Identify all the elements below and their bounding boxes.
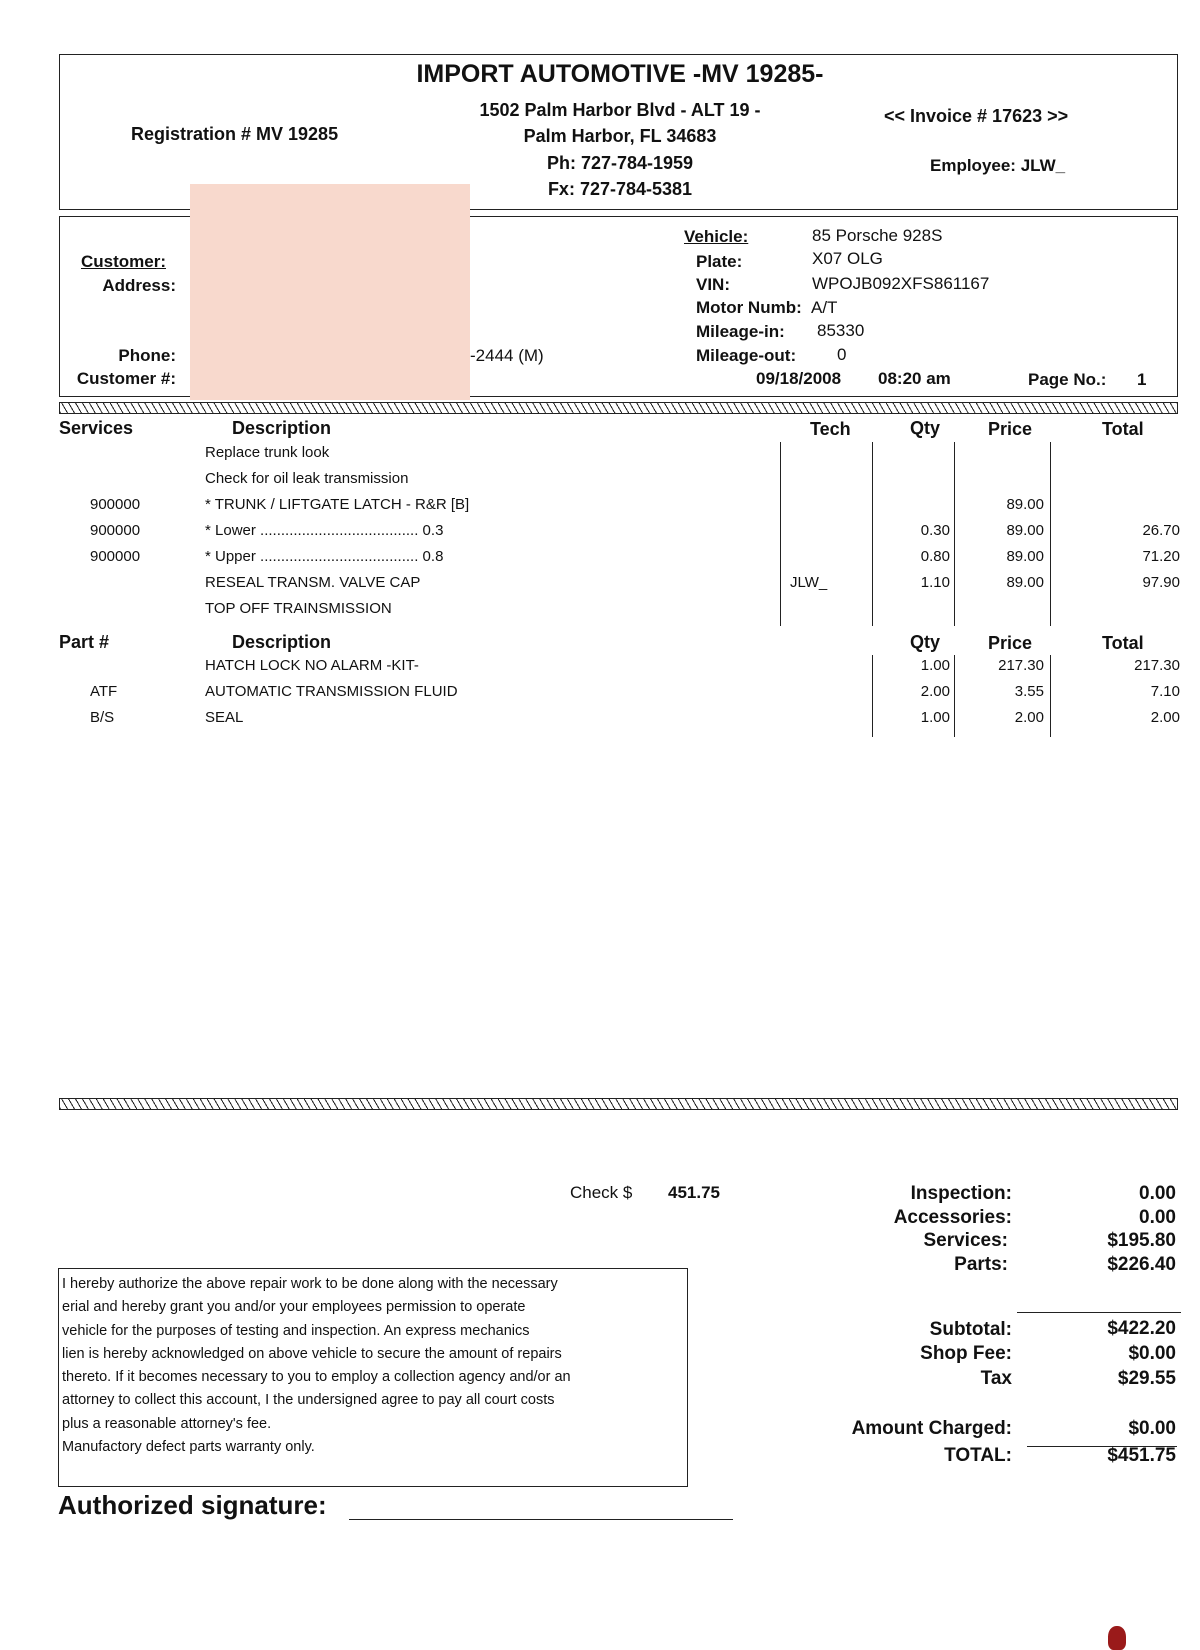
service-description: * Upper ...................................... 0.8	[205, 548, 444, 565]
service-description: * TRUNK / LIFTGATE LATCH - R&R [B]	[205, 496, 470, 513]
authorization-line: attorney to collect this account, I the undersigned agree to pay all court costs	[62, 1392, 555, 1409]
services-col-line-price	[954, 442, 955, 626]
part-total: 7.10	[1150, 683, 1180, 700]
parts-col-line-qty	[872, 655, 873, 737]
total-value: $451.75	[1107, 1445, 1176, 1466]
customer-number-label: Customer #:	[76, 369, 176, 388]
authorization-line: thereto. If it becomes necessary to you to employ a collection agency and/or an	[62, 1369, 571, 1386]
authorization-line: Manufactory defect parts warranty only.	[62, 1439, 315, 1456]
services-qty-header: Qty	[910, 418, 941, 438]
services-total-label: Services:	[923, 1230, 1008, 1251]
invoice-date: 09/18/2008	[756, 369, 842, 388]
customer-phone: -2444 (M)	[470, 346, 544, 365]
services-total-header: Total	[1102, 419, 1144, 439]
signature-line[interactable]	[349, 1519, 733, 1520]
vin-value: WPOJB092XFS861167	[812, 274, 990, 293]
authorized-signature-label: Authorized signature:	[58, 1490, 327, 1520]
subtotal-rule	[1017, 1312, 1181, 1313]
part-qty: 2.00	[920, 683, 950, 700]
authorization-line: I hereby authorize the above repair work to be done along with the necessary	[62, 1276, 558, 1292]
section-divider-bottom	[59, 1098, 1178, 1110]
customer-label: Customer:	[80, 252, 166, 271]
services-col-line-tech	[780, 442, 781, 626]
part-total: 2.00	[1150, 709, 1180, 726]
accessories-value: 0.00	[1139, 1207, 1176, 1228]
address-label: Address:	[102, 276, 176, 295]
authorization-line: erial and hereby grant you and/or your employees permission to operate	[62, 1299, 526, 1316]
tax-label: Tax	[980, 1368, 1012, 1389]
parts-total-value: $226.40	[1107, 1254, 1176, 1275]
invoice-number: << Invoice # 17623 >>	[884, 106, 1069, 126]
shop-fax: Fx: 727-784-5381	[547, 179, 693, 199]
part-price: 2.00	[1014, 709, 1044, 726]
service-qty: 1.10	[920, 574, 950, 591]
motor-value: A/T	[811, 298, 838, 317]
authorization-line: lien is hereby acknowledged on above vehicle to secure the amount of repairs	[62, 1345, 562, 1362]
vehicle-label: Vehicle:	[684, 227, 749, 246]
part-price: 217.30	[998, 657, 1044, 674]
service-total: 97.90	[1142, 574, 1180, 591]
services-price-header: Price	[988, 419, 1033, 439]
parts-total-label: Parts:	[954, 1254, 1008, 1275]
amount-charged-label: Amount Charged:	[851, 1418, 1012, 1439]
parts-col-line-total	[1050, 655, 1051, 737]
service-description: Replace trunk look	[205, 444, 330, 461]
service-tech: JLW_	[790, 574, 828, 591]
mileage-out-label: Mileage-out:	[696, 346, 797, 365]
service-code: 900000	[90, 548, 141, 565]
plate-value: X07 OLG	[812, 249, 883, 268]
parts-total-header: Total	[1102, 633, 1144, 653]
service-price: 89.00	[1006, 496, 1044, 513]
phone-label: Phone:	[118, 346, 176, 365]
part-code: B/S	[90, 709, 115, 726]
part-total: 217.30	[1134, 657, 1180, 674]
subtotal-value: $422.20	[1107, 1318, 1176, 1339]
check-label: Check $	[570, 1183, 633, 1202]
service-description: * Lower ...................................... 0.3	[205, 522, 444, 539]
shop-address-line2: Palm Harbor, FL 34683	[523, 126, 717, 146]
parts-qty-header: Qty	[910, 632, 941, 652]
services-total-value: $195.80	[1107, 1230, 1176, 1251]
check-amount: 451.75	[668, 1183, 720, 1202]
employee: Employee: JLW_	[930, 156, 1066, 175]
invoice-time: 08:20 am	[878, 369, 951, 388]
authorization-box	[58, 1268, 688, 1487]
inspection-label: Inspection:	[910, 1183, 1012, 1204]
amount-charged-value: $0.00	[1128, 1418, 1176, 1439]
plate-label: Plate:	[696, 252, 743, 271]
inspection-value: 0.00	[1139, 1183, 1176, 1204]
part-description: AUTOMATIC TRANSMISSION FLUID	[205, 683, 458, 700]
part-code: ATF	[90, 683, 118, 700]
service-price: 89.00	[1006, 548, 1044, 565]
parts-col-line-price	[954, 655, 955, 737]
ink-mark	[1108, 1626, 1126, 1650]
registration-number: Registration # MV 19285	[131, 124, 339, 144]
total-label: TOTAL:	[944, 1445, 1012, 1466]
part-description: SEAL	[205, 709, 244, 726]
part-price: 3.55	[1014, 683, 1044, 700]
redaction-patch	[190, 184, 470, 400]
services-tech-header: Tech	[810, 419, 851, 439]
part-qty: 1.00	[920, 657, 950, 674]
tax-value: $29.55	[1117, 1368, 1176, 1389]
page-number: 1	[1137, 370, 1147, 389]
service-total: 26.70	[1142, 522, 1180, 539]
service-price: 89.00	[1006, 574, 1044, 591]
vin-label: VIN:	[696, 275, 730, 294]
page-label: Page No.:	[1028, 370, 1107, 389]
parts-price-header: Price	[988, 633, 1033, 653]
service-total: 71.20	[1142, 548, 1180, 565]
authorization-line: plus a reasonable attorney's fee.	[62, 1415, 272, 1432]
services-description-header: Description	[232, 418, 332, 438]
shop-phone: Ph: 727-784-1959	[546, 153, 694, 173]
shop-fee-value: $0.00	[1128, 1343, 1176, 1364]
vehicle-value: 85 Porsche 928S	[812, 226, 943, 245]
service-code: 900000	[90, 496, 141, 513]
section-divider-top	[59, 402, 1178, 414]
part-qty: 1.00	[920, 709, 950, 726]
part-description: HATCH LOCK NO ALARM -KIT-	[205, 657, 419, 674]
mileage-in-label: Mileage-in:	[696, 322, 785, 341]
parts-header: Part #	[59, 632, 110, 652]
service-description: TOP OFF TRAINSMISSION	[205, 600, 392, 617]
service-code: 900000	[90, 522, 141, 539]
service-price: 89.00	[1006, 522, 1044, 539]
parts-description-header: Description	[232, 632, 332, 652]
services-header: Services	[59, 418, 134, 438]
motor-label: Motor Numb:	[696, 298, 802, 317]
service-qty: 0.30	[920, 522, 950, 539]
company-name: IMPORT AUTOMOTIVE -MV 19285-	[416, 60, 824, 88]
accessories-label: Accessories:	[893, 1207, 1012, 1228]
services-col-line-qty	[872, 442, 873, 626]
shop-fee-label: Shop Fee:	[920, 1343, 1012, 1364]
mileage-out-value: 0	[837, 345, 847, 364]
service-description: RESEAL TRANSM. VALVE CAP	[205, 574, 421, 591]
mileage-in-value: 85330	[817, 321, 865, 340]
shop-address-line1: 1502 Palm Harbor Blvd - ALT 19 -	[479, 100, 761, 120]
authorization-line: vehicle for the purposes of testing and inspection. An express mechanics	[62, 1322, 530, 1339]
subtotal-label: Subtotal:	[929, 1319, 1012, 1340]
service-qty: 0.80	[920, 548, 950, 565]
services-col-line-total	[1050, 442, 1051, 626]
authorization-text	[62, 1273, 571, 1459]
service-description: Check for oil leak transmission	[205, 470, 409, 487]
